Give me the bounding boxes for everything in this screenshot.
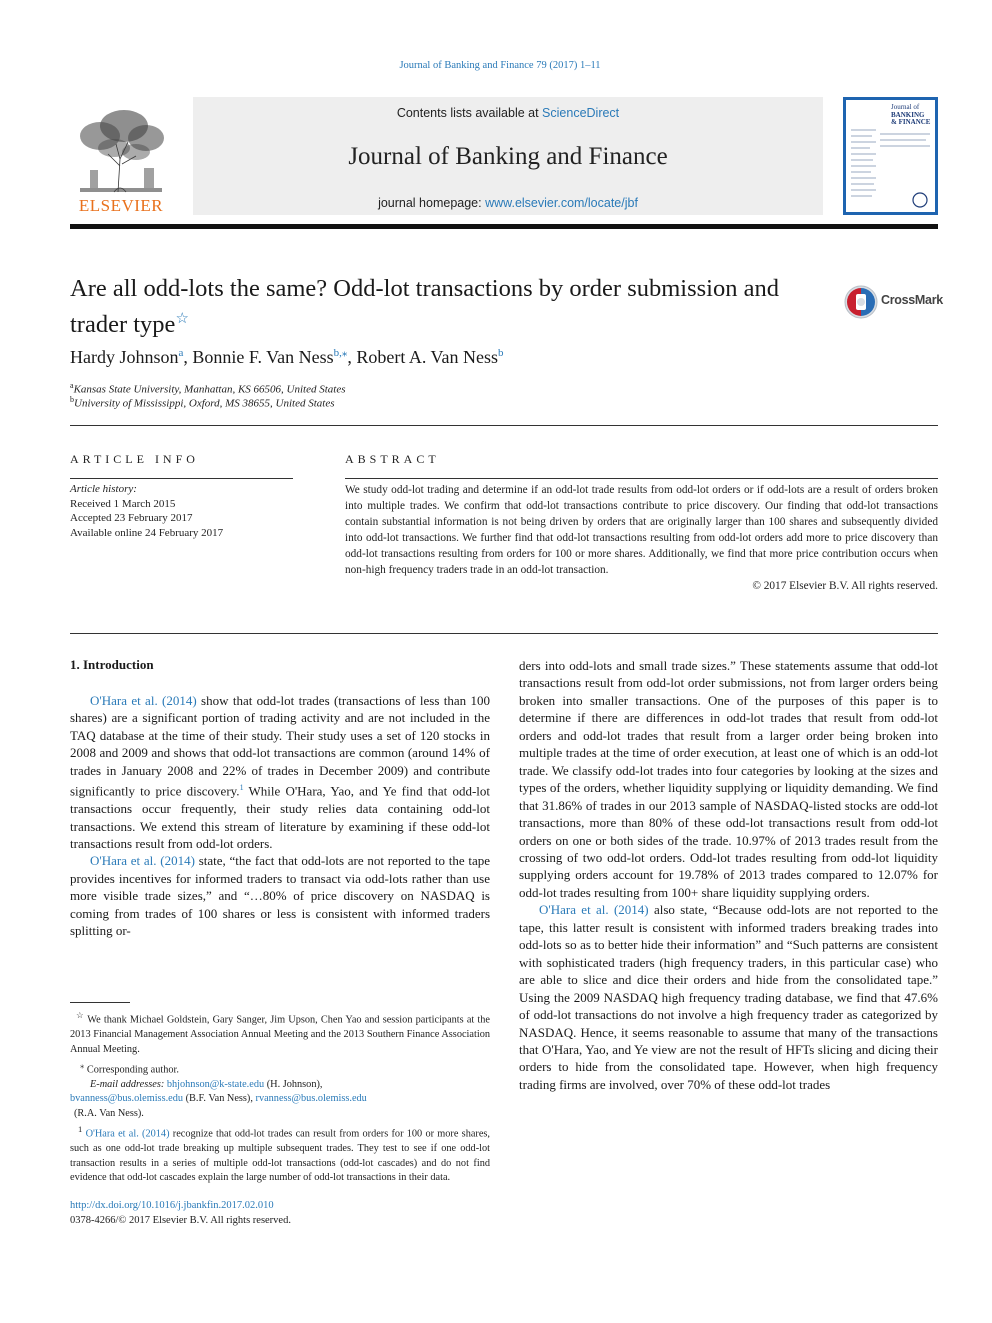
title-footnote-mark[interactable]: ☆ (175, 311, 189, 327)
footnote-emails (70, 1092, 490, 1107)
page-bottom (70, 1198, 291, 1228)
body-paragraph: ders into odd-lots and small trade sizes.” These statements assume that odd-lot transactions result from odd-lot order submissions, not from larger orders being broken into smaller transactions. One of the purposes of this paper is to determine if there are differences in odd-lot trades that result from odd-lot orders and odd-lot trades that result from a larger order being broken into multiple trades at the time of order execution, at least one of which is an odd-lot trade. We classify odd-lot trades into four categories by looking at the sizes and types of the orders, whether liquidity supplying or liquidity demanding. We find that 31.86% of trades in our 2013 sample of NASDAQ-listed stocks are odd-lot transactions, more than 80% of these odd-lot transactions result from odd-lot orders on one or both sides of the trade. 10.97% of 2013 trades result from the crossing of two odd-lot orders. Odd-lot trades resulting from odd-lot liquidity supplying orders account for 19.78% of 2013 trades compared to 12.07% for odd-lot trades resulting from 100+ share liquidity supplying orders. (519, 658, 938, 900)
affiliation-mark: a (70, 381, 74, 390)
sciencedirect-link[interactable]: ScienceDirect (542, 106, 620, 120)
divider-rule (70, 425, 938, 426)
body-column-left (70, 692, 490, 940)
abstract-text: We study odd-lot trading and determine if an odd-lot trade results from odd-lot orders or if odd-lots are a result of orders broken into multiple trades. We confirm that odd-lot transactions contribute to price discovery. Our finding that odd-lot transactions contain substantial information is not being driven by orders that are originally larger than 100 shares and subsequently divided into odd-lot transactions. We further find that odd-lot transactions resulting from odd-lot orders add more to price discovery than odd-lot transactions resulting from orders for 100 or more shares. Additionally, we find that more price contribution occurs when non-high frequency traders trade in an odd-lot transaction. (345, 484, 938, 576)
author-affil-mark[interactable]: a (178, 347, 184, 359)
author-separator: , (183, 347, 193, 367)
contents-prefix: Contents lists available at (396, 106, 543, 120)
body-paragraph (519, 901, 938, 1093)
email-link[interactable]: bhjohnson@k-state.edu (166, 1078, 265, 1090)
author-name[interactable]: Hardy Johnson (70, 347, 179, 367)
journal-citation[interactable]: Journal of Banking and Finance 79 (2017) 1–11 (399, 60, 601, 71)
paragraph-text: state, “the fact that odd-lots are not reported to the tape provides incentives for informed traders to transact via odd-lots rather than use more visible trade sizes,” and “…80% of price discovery on NASDAQ is coming from trades of 100 shares or less is consistent with informed traders splitting or- (70, 853, 490, 939)
footnote-mark: 1 (78, 1123, 83, 1134)
footnote-mark[interactable]: 1 (239, 783, 244, 793)
article-title (70, 274, 830, 340)
abstract-rule (345, 478, 938, 479)
article-info-heading: ARTICLE INFO (70, 452, 199, 466)
article-title-text: Are all odd-lots the same? Odd-lot transactions by order submission and trader type (70, 275, 779, 339)
email-owner: (B.F. Van Ness), (183, 1093, 256, 1105)
abstract-heading: ABSTRACT (345, 452, 440, 466)
cover-title-line-2: BANKING (891, 110, 925, 119)
doi-link[interactable]: http://dx.doi.org/10.1016/j.jbankfin.2017.02.010 (70, 1200, 274, 1211)
divider-rule (70, 633, 938, 634)
footnote-text: We thank Michael Goldstein, Gary Sanger, Jim Upson, Chen Yao and session participants at the 2013 Financial Management Association Annual Meeting and the 2013 Southern Finance Association Annual Meeting. (70, 1014, 490, 1055)
email-owner: (H. Johnson), (264, 1078, 323, 1090)
header-rule (70, 224, 938, 229)
author-name[interactable]: Bonnie F. Van Ness (192, 347, 334, 367)
email-link[interactable]: rvanness@bus.olemiss.edu (255, 1093, 367, 1105)
footnote-text: Corresponding author. (86, 1063, 179, 1075)
paragraph-text: also state, “Because odd-lots are not reported to the tape, this latter result is consistent with informed traders breaking trades into odd-lots so as to better hide their information” and “Such patterns are consistent with sophisticated traders (high frequency traders, in this particular case) who are able to slice and dice their orders and hide from the consolidated tape.” Using the 2009 NASDAQ high frequency trading database, we find that 47.6% of odd-lot transactions do not involve a high frequency trader as categorized by NASDAQ. Hence, it seems reasonable to assume that many of the transactions that O'Hara, Yao, and Ye view are not the result of HFTs slicing and dicing their orders to hide from the consolidated tape. However, when high frequency trading firms are involved, over 70% of these odd-lot trades (519, 902, 938, 1092)
email-label: E-mail addresses: (90, 1078, 165, 1090)
author-name[interactable]: Robert A. Van Ness (356, 347, 499, 367)
journal-cover-thumbnail (843, 97, 938, 215)
footnotes (70, 1008, 490, 1186)
online-date: Available online 24 February 2017 (70, 526, 224, 539)
affiliation-b (70, 395, 335, 410)
article-info-rule (70, 478, 293, 479)
email-owner: (R.A. Van Ness). (74, 1108, 144, 1120)
received-date: Received 1 March 2015 (70, 497, 176, 510)
body-paragraph (70, 692, 490, 852)
contents-line (193, 106, 823, 120)
citation-link[interactable]: O'Hara et al. (2014) (90, 853, 195, 869)
footnote-text: recognize that odd-lot trades can result from orders for 100 or more shares, such as one odd-lot trade breaking up multiple subsequent trades. They test to see if one odd-lot transaction results in a series of multiple odd-lot transactions (odd-lot cascades) and do not find evidence that odd-lot cascades explain the large number of odd-lot transactions in their data. (70, 1128, 490, 1184)
author-list (70, 346, 504, 368)
footnote-rule (70, 1002, 130, 1003)
affiliation-text: Kansas State University, Manhattan, KS 66506, United States (73, 383, 346, 396)
homepage-prefix: journal homepage: (378, 196, 486, 210)
citation-link[interactable]: O'Hara et al. (2014) (90, 693, 197, 708)
history-label: Article history: (70, 483, 137, 495)
article-history (70, 482, 223, 540)
journal-name: Journal of Banking and Finance (348, 143, 668, 170)
paragraph-text: While O'Hara, Yao, and Ye find that odd-lot transactions occur frequently, their study relies data containing odd-lot transactions. We extend this stream of literature by examining if these odd-lot transactions result from odd-lot orders. (70, 783, 490, 851)
footnote-corresponding (70, 1058, 490, 1078)
author-affil-mark[interactable]: b (498, 347, 504, 359)
citation-link[interactable]: O'Hara et al. (2014) (539, 902, 649, 918)
homepage-link[interactable]: www.elsevier.com/locate/jbf (485, 196, 638, 210)
crossmark-badge[interactable] (843, 282, 943, 322)
crossmark-icon (843, 284, 879, 320)
footnote-emails (70, 1078, 490, 1093)
footnote-1 (70, 1122, 490, 1186)
email-link[interactable]: bvanness@bus.olemiss.edu (70, 1093, 184, 1105)
abstract-body (345, 482, 938, 594)
affiliation-mark: b (70, 395, 74, 404)
footnote-emails (70, 1107, 490, 1122)
homepage-line (193, 196, 823, 210)
footnote-mark: ☆ (76, 1010, 85, 1020)
citation-link[interactable]: O'Hara et al. (2014) (85, 1128, 170, 1140)
accepted-date: Accepted 23 February 2017 (70, 512, 193, 524)
cover-title-line-3: & FINANCE (891, 118, 931, 126)
author-affil-mark[interactable]: b,⁎ (333, 347, 348, 359)
affiliation-a (70, 381, 346, 396)
affiliation-text: University of Mississippi, Oxford, MS 38655, United States (74, 397, 335, 410)
issn-line: 0378-4266/© 2017 Elsevier B.V. All rights reserved. (70, 1215, 291, 1226)
paragraph-text: show that odd-lot trades (transactions of less than 100 shares) are a significant portion of trading activity and are not included in the TAQ database at the time of their study. Their study uses a set of 120 stocks in 2008 and 2009 and shows that odd-lot transactions are common (around 14% of trades in January 2008 and 22% of trades in December 2009) and contribute significantly to price discovery. (70, 693, 490, 799)
footnote-acknowledgment (70, 1008, 490, 1058)
abstract-copyright: © 2017 Elsevier B.V. All rights reserved. (752, 580, 938, 592)
crossmark-label: CrossMark (881, 293, 943, 307)
author-separator: , (347, 347, 357, 367)
elsevier-wordmark: ELSEVIER (78, 196, 164, 215)
cover-title-line-1: Journal of (891, 103, 920, 111)
body-paragraph (70, 852, 490, 939)
section-heading: 1. Introduction (70, 657, 154, 672)
body-column-right (519, 657, 938, 1093)
footnote-mark: ⁎ (80, 1059, 85, 1070)
